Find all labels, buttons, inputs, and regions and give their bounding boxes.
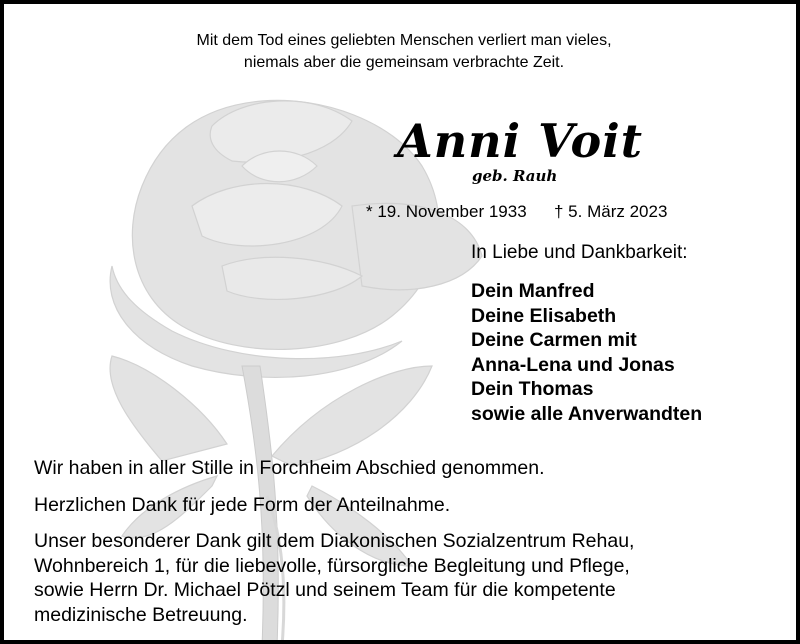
mourner-name: Dein Manfred: [471, 280, 595, 302]
deceased-name: Anni Voit: [397, 114, 643, 168]
birth-date: * 19. November 1933: [366, 202, 527, 221]
mourner-name: Deine Elisabeth: [471, 304, 617, 327]
thanks-text: Herzlichen Dank für jede Form der Anteilnahme.: [34, 494, 451, 516]
mourner-name: Deine Carmen mit: [471, 329, 637, 352]
special-thanks-line: sowie Herrn Dr. Michael Pötzl und seinem Team für die kompetente: [34, 579, 616, 601]
motto-line-1: Mit dem Tod eines geliebten Menschen verliert man vieles,: [196, 32, 612, 49]
death-date: † 5. März 2023: [554, 202, 668, 221]
mourner-name: Anna-Lena und Jonas: [471, 353, 675, 376]
special-thanks-line: medizinische Betreuung.: [34, 603, 248, 626]
mourners-list: [471, 279, 702, 427]
mourner-name: sowie alle Anverwandten: [471, 402, 703, 425]
special-thanks-line: Wohnbereich 1, für die liebevolle, fürsorgliche Begleitung und Pflege,: [34, 554, 630, 577]
special-thanks-line: Unser besonderer Dank gilt dem Diakonischen Sozialzentrum Rehau,: [34, 530, 635, 552]
motto-line-2: niemals aber die gemeinsam verbrachte Zeit.: [243, 54, 565, 71]
farewell-text: Wir haben in aller Stille in Forchheim Abschied genommen.: [34, 457, 545, 479]
mourner-name: Dein Thomas: [471, 378, 594, 401]
maiden-name: geb. Rauh: [472, 167, 558, 185]
mourners-intro: In Liebe und Dankbarkeit:: [471, 242, 688, 263]
